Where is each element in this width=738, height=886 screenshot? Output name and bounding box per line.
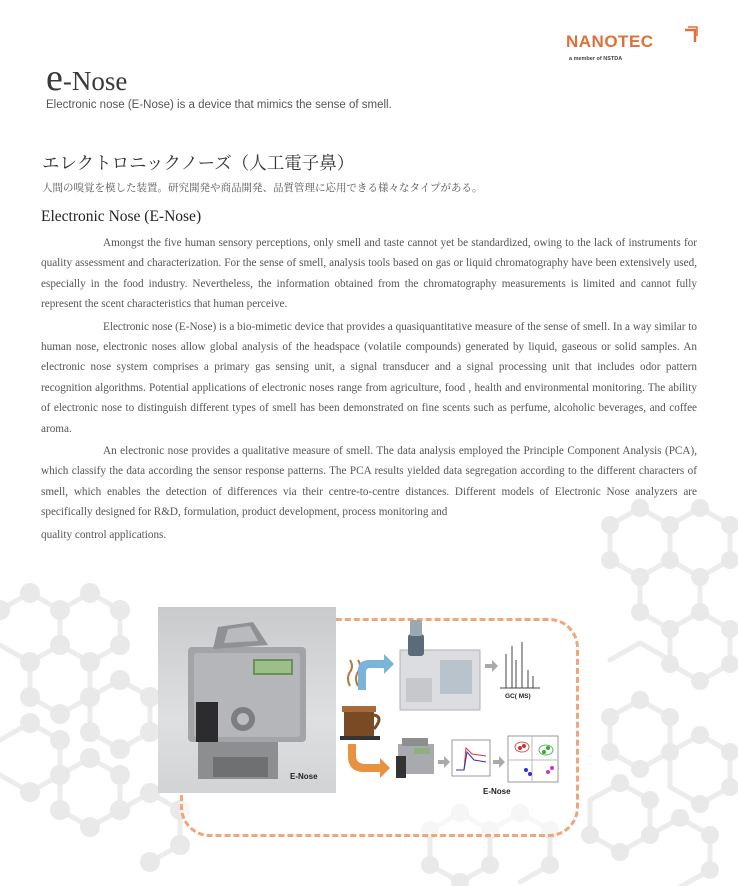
photo-label: E-Nose <box>290 772 318 781</box>
paragraph: Amongst the five human sensory perceptions, only smell and taste cannot yet be standardized, owing to the lack of instruments for quality assessment and characterization. For the sense of smell, analysis tools based on gas or liquid chromatography have been extensively used, especially in the food industry. Nevertheless, the information obtained from the chromatography measurements is limited and cannot fully represent the scent characteristics that human perceive. <box>41 237 697 311</box>
e-nose-device-icon <box>158 607 336 793</box>
logo-text: NANOTEC <box>566 32 654 51</box>
small-e-nose-icon <box>396 738 434 778</box>
page-subtitle: Electronic nose (E-Nose) is a device that mimics the sense of smell. <box>46 99 392 111</box>
e-nose-device-photo <box>158 607 336 793</box>
japanese-title: エレクトロニックノーズ（人工電子鼻） <box>42 154 355 174</box>
logo-tagline: a member of NSTDA <box>569 56 623 62</box>
paragraph: quality control applications. <box>41 528 167 541</box>
sensor-signal-plot-icon <box>452 740 490 776</box>
arrow-to-signal-icon <box>438 756 450 768</box>
paragraph: An electronic nose provides a qualitative measure of smell. The data analysis employed the Principle Component Analysis (PCA), which classify the data according the sensor response patterns. The PCA results yielded data segregation according to the different characters of smell, which enables the detection of differences via their centre-to-centre distances. Different models of Electronic Nose analyzers are specifically designed for R&D, formulation, product development, process monitoring and <box>41 445 697 519</box>
chromatogram-icon <box>500 642 540 688</box>
page-title <box>46 56 127 100</box>
paragraph: Electronic nose (E-Nose) is a bio-mimetic device that provides a quasiquantitative measure of the sense of smell. In a way similar to human nose, electronic noses allow global analysis of the headspace (volatile compounds) generated by liquid, gaseous or solid samples. An electronic nose system comprises a primary gas sensing unit, a signal transducer and a signal processing unit that includes odor pattern recognition algorithms. Potential applications of electronic noses range from agriculture, food , health and environmental monitoring. The ability of electronic nose to distinguish different types of smell has been demonstrated on fine scents such as perfume, alcoholic beverages, and coffee aroma. <box>41 320 697 435</box>
title-rest: -Nose <box>62 66 128 96</box>
japanese-subtitle: 人間の嗅覚を模した装置。研究開発や商品開発、品質管理に応用できる様々なタイプがある。 <box>42 182 483 194</box>
arrow-to-pca-icon <box>493 756 505 768</box>
arrow-to-chromatogram-icon <box>485 660 498 672</box>
nanotec-logo <box>566 26 706 66</box>
arrow-to-e-nose-icon <box>348 744 390 778</box>
pca-plot-icon <box>508 736 558 782</box>
analysis-flow-diagram <box>340 620 570 800</box>
arrow-to-gc-icon <box>358 654 394 690</box>
body-text <box>41 233 697 547</box>
section-heading: Electronic Nose (E-Nose) <box>41 208 202 225</box>
e-nose-diagram-label: E-Nose <box>483 787 511 796</box>
logo-arrow-icon <box>684 26 698 46</box>
gc-ms-instrument-icon <box>400 620 480 710</box>
title-initial: e <box>46 57 63 99</box>
gc-ms-label: GC( MS) <box>505 693 531 700</box>
